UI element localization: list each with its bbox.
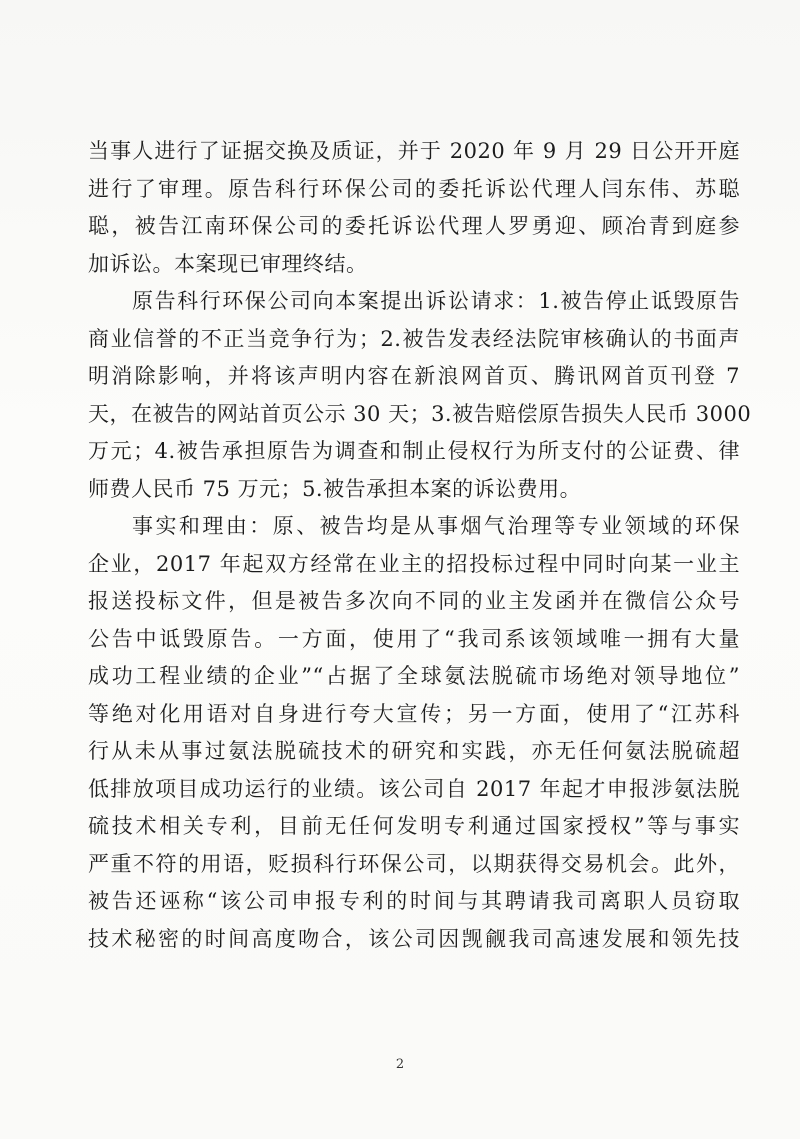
text-line-7: 明消除影响，并将该声明内容在新浪网首页、腾讯网首页刊登 7 (88, 364, 740, 388)
text-line-4: 加诉讼。本案现已审理终结。 (88, 251, 368, 276)
text-line-10: 师费人民币 75 万元；5.被告承担本案的诉讼费用。 (88, 476, 582, 501)
text-line-13: 报送投标文件，但是被告多次向不同的业主发函并在微信公众号 (88, 589, 740, 613)
text-line-19: 硫技术相关专利，目前无任何发明专利通过国家授权”等与事实 (88, 814, 740, 838)
text-line-17: 行从未从事过氨法脱硫技术的研究和实践，亦无任何氨法脱硫超 (88, 739, 740, 763)
page-number: 2 (395, 1057, 405, 1072)
text-line-8: 天，在被告的网站首页公示 30 天；3.被告赔偿原告损失人民币 3000 (88, 401, 752, 426)
text-line-18: 低排放项目成功运行的业绩。该公司自 2017 年起才申报涉氨法脱 (88, 776, 740, 801)
text-line-11: 事实和理由：原、被告均是从事烟气治理等专业领域的环保 (132, 514, 740, 538)
text-line-12: 企业，2017 年起双方经常在业主的招投标过程中同时向某一业主 (88, 551, 740, 576)
text-line-9: 万元；4.被告承担原告为调查和制止侵权行为所支付的公证费、律 (88, 439, 740, 463)
text-line-20: 严重不符的用语，贬损科行环保公司，以期获得交易机会。此外， (88, 851, 740, 876)
text-line-3: 聪，被告江南环保公司的委托诉讼代理人罗勇迎、顾冶青到庭参 (88, 214, 740, 238)
text-line-22: 技术秘密的时间高度吻合，该公司因觊觎我司高速发展和领先技 (88, 926, 740, 951)
text-line-14: 公告中诋毁原告。一方面，使用了“我司系该领域唯一拥有大量 (88, 626, 740, 651)
text-line-5: 原告科行环保公司向本案提出诉讼请求：1.被告停止诋毁原告 (132, 289, 740, 313)
text-line-16: 等绝对化用语对自身进行夸大宣传；另一方面，使用了“江苏科 (88, 701, 740, 726)
text-line-1: 当事人进行了证据交换及质证，并于 2020 年 9 月 29 日公开开庭 (88, 139, 740, 163)
text-line-21: 被告还诬称“该公司申报专利的时间与其聘请我司离职人员窃取 (88, 889, 740, 913)
body-text (88, 133, 752, 958)
text-line-2: 进行了审理。原告科行环保公司的委托诉讼代理人闫东伟、苏聪 (88, 176, 740, 201)
text-line-15: 成功工程业绩的企业”“占据了全球氨法脱硫市场绝对领导地位” (88, 664, 740, 688)
text-line-6: 商业信誉的不正当竞争行为；2.被告发表经法院审核确认的书面声 (88, 326, 740, 351)
